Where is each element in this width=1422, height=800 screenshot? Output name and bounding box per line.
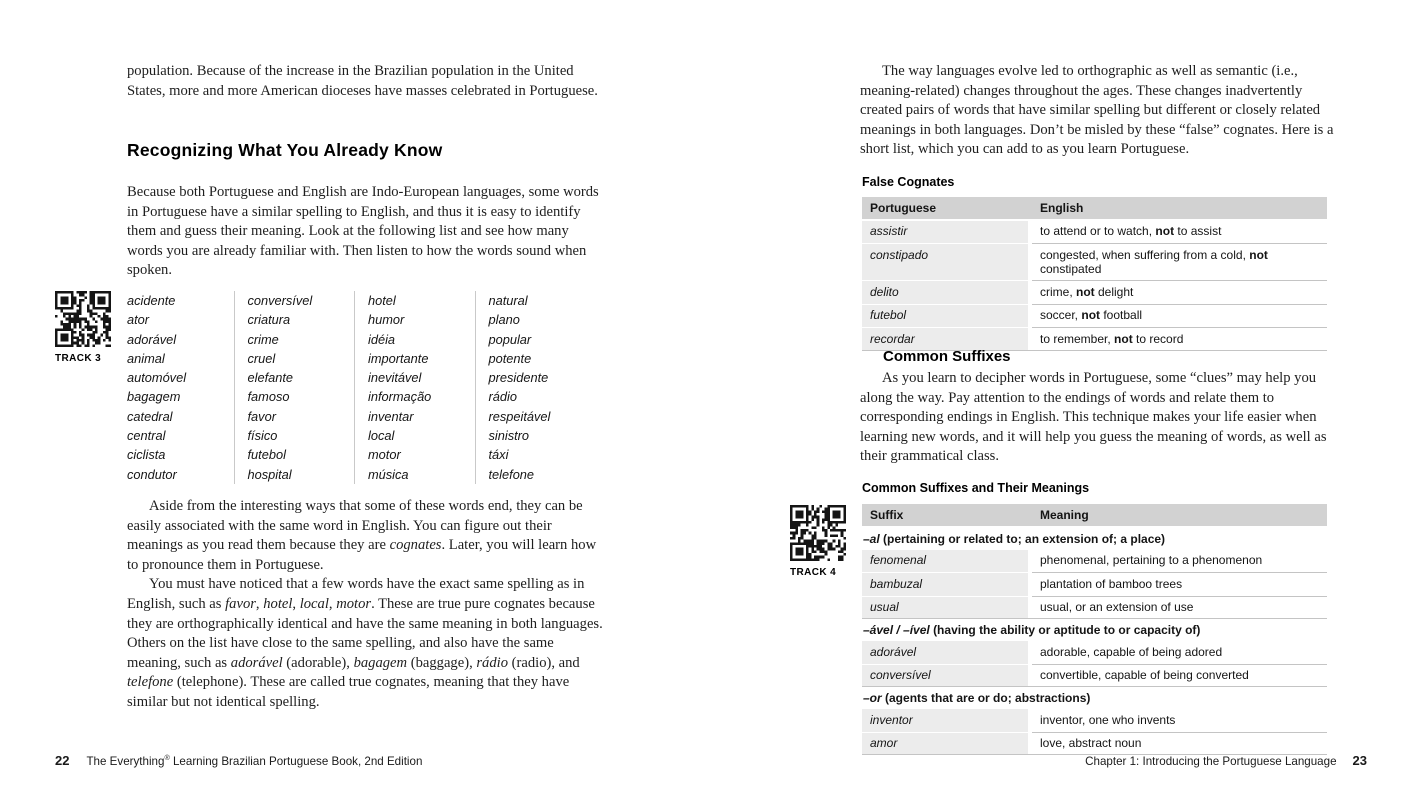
- word-item: cruel: [247, 350, 276, 366]
- word-item: natural: [488, 293, 528, 308]
- table-cell-portuguese: conversível: [862, 665, 1028, 687]
- table-cell-portuguese: recordar: [862, 328, 1028, 350]
- word-item: local: [368, 428, 395, 444]
- word-item: presidente: [488, 370, 549, 386]
- table-cell-english: to attend or to watch, not to assist: [1032, 221, 1327, 245]
- table-cell-portuguese: amor: [862, 733, 1028, 755]
- table-cell-portuguese: bambuzal: [862, 573, 1028, 596]
- word-item: inevitável: [368, 370, 422, 386]
- table-cell-english: inventor, one who invents: [1032, 709, 1327, 733]
- word-item: futebol: [247, 447, 286, 463]
- table-cell-english: usual, or an extension of use: [1032, 597, 1327, 619]
- table-header-row: [862, 197, 1327, 219]
- word-item: plano: [488, 312, 520, 328]
- word-item: táxi: [488, 447, 509, 463]
- table-subheader-row: –or (agents that are or do; abstractions): [862, 687, 1327, 709]
- word-item: elefante: [247, 370, 294, 386]
- table-row: [862, 305, 1327, 329]
- left-paragraph-intro: Because both Portuguese and English are Indo-European languages, some words in Portuguese have a similar spelling to English, and thus it is easy to identify them and guess their meaning. Look at the following list and see how many words you are already familiar with. Then listen to how the words sound when spoken.: [127, 184, 599, 279]
- word-item: hotel: [368, 293, 396, 308]
- right-paragraph-evolve: [860, 62, 1336, 160]
- track-3-block: [55, 291, 113, 364]
- qr-code-icon: [55, 291, 111, 347]
- page-number-left: 22: [55, 753, 70, 768]
- word-item: rádio: [488, 389, 517, 405]
- word-item: hospital: [247, 466, 292, 482]
- table-row: [862, 597, 1327, 620]
- track-label: TRACK 3: [55, 353, 102, 364]
- word-item: físico: [247, 428, 278, 444]
- qr-code-icon: [790, 505, 846, 561]
- footer-chapter-title: Chapter 1: Introducing the Portuguese Language: [1085, 755, 1337, 768]
- table-row: [862, 709, 1327, 733]
- word-item: ciclista: [127, 447, 166, 463]
- common-suffixes-heading: Common Suffixes: [883, 348, 1011, 365]
- table-cell-portuguese: adorável: [862, 641, 1028, 664]
- word-item: telefone: [488, 466, 535, 482]
- word-item: potente: [488, 350, 532, 366]
- word-item: favor: [247, 408, 276, 424]
- word-list-column: [234, 291, 355, 484]
- table-cell-portuguese: futebol: [862, 305, 1028, 328]
- word-item: respeitável: [488, 408, 551, 424]
- table-cell-english: love, abstract noun: [1032, 733, 1327, 755]
- table-cell-portuguese: inventor: [862, 709, 1028, 732]
- word-list-column: [127, 291, 234, 484]
- word-item: idéia: [368, 331, 396, 347]
- word-item: inventar: [368, 408, 414, 424]
- left-paragraph-population: population. Because of the increase in the Brazilian population in the United States, more and more American dioceses have masses celebrated in Portuguese.: [127, 63, 598, 99]
- table-cell-english: adorable, capable of being adored: [1032, 641, 1327, 665]
- table-header-row: [862, 504, 1327, 526]
- word-list-column: [475, 291, 596, 484]
- word-item: famoso: [247, 389, 290, 405]
- word-item: crime: [247, 331, 279, 347]
- word-item: sinistro: [488, 428, 530, 444]
- table-cell-english: to remember, not to record: [1032, 328, 1327, 350]
- word-item: informação: [368, 389, 432, 405]
- word-list-column: [354, 291, 475, 484]
- word-item: adorável: [127, 331, 177, 347]
- word-item: criatura: [247, 312, 291, 328]
- left-paragraph-noticed: You must have noticed that a few words have the exact same spelling as in English, such as favor, hotel, local, motor. These are true pure cognates because they are orthographically identical and have the same meaning in both languages. Others on the list have close to the same spelling, and also have the same meaning, such as adorável (adorable), bagagem (baggage), rádio (radio), and telefone (telephone). These are called true cognates, meaning that they have similar but not identical spelling.: [127, 576, 603, 710]
- track-4-block: [790, 505, 848, 578]
- word-item: automóvel: [127, 370, 187, 386]
- left-paragraphs-cognates: [127, 497, 605, 713]
- right-paragraph-evolve-text: The way languages evolve led to orthographic as well as semantic (i.e., meaning-related) changes throughout the ages. These changes inadvertently created pairs of words that have similar spelling but different or closely related meanings in both languages. Don’t be misled by these “false” cognates. Here is a short list, which you can add to as you learn Portuguese.: [860, 63, 1334, 158]
- word-item: humor: [368, 312, 405, 328]
- table-cell-portuguese: delito: [862, 281, 1028, 304]
- right-footer: [900, 753, 1367, 768]
- left-paragraph-aside: Aside from the interesting ways that some of these words end, they can be easily associated with the same word in English. You can figure out their meanings as you read them because they are cognates. Later, you will learn how to pronounce them in Portuguese.: [127, 498, 597, 573]
- table-cell-english: crime, not delight: [1032, 281, 1327, 305]
- word-item: acidente: [127, 293, 176, 308]
- table-row: [862, 665, 1327, 688]
- table-cell-portuguese: constipado: [862, 244, 1028, 280]
- table-cell-portuguese: fenomenal: [862, 550, 1028, 573]
- footer-book-title: The Everything® Learning Brazilian Portuguese Book, 2nd Edition: [86, 753, 423, 768]
- false-cognates-table: [862, 197, 1327, 351]
- word-item: popular: [488, 331, 532, 347]
- table-cell-portuguese: usual: [862, 597, 1028, 619]
- table-row: [862, 244, 1327, 281]
- word-item: animal: [127, 350, 165, 366]
- suffix-table: [862, 504, 1327, 755]
- table-subheader-row: –ável / –ível (having the ability or aptitude to or capacity of): [862, 619, 1327, 641]
- track-label: TRACK 4: [790, 567, 837, 578]
- word-item: conversível: [247, 293, 313, 308]
- table-row: [862, 573, 1327, 597]
- page-number-right: 23: [1352, 753, 1367, 768]
- right-paragraph-suffixes-text: As you learn to decipher words in Portuguese, some “clues” may help you along the way. Pay attention to the endings of words and relate them to corresponding endings in English. This technique makes your life easier when learning new words, and it will help you guess the meaning of words, as well as their grammatical class.: [860, 370, 1327, 465]
- false-cognates-title: False Cognates: [862, 175, 955, 189]
- table-header-cell: English: [1040, 200, 1084, 215]
- table-row: [862, 733, 1327, 756]
- word-item: condutor: [127, 466, 177, 482]
- table-row: [862, 550, 1327, 574]
- table-header-cell: Portuguese: [870, 200, 937, 215]
- table-cell-english: plantation of bamboo trees: [1032, 573, 1327, 597]
- table-cell-english: phenomenal, pertaining to a phenomenon: [1032, 550, 1327, 574]
- table-cell-portuguese: assistir: [862, 221, 1028, 244]
- table-cell-english: convertible, capable of being converted: [1032, 665, 1327, 687]
- table-cell-english: soccer, not football: [1032, 305, 1327, 329]
- table-header-cell: Meaning: [1040, 507, 1089, 522]
- word-item: central: [127, 428, 166, 444]
- word-item: motor: [368, 447, 401, 463]
- word-item: bagagem: [127, 389, 181, 405]
- section-heading-recognizing: Recognizing What You Already Know: [127, 140, 443, 160]
- table-row: [862, 221, 1327, 245]
- table-subheader-row: –al (pertaining or related to; an extension of; a place): [862, 528, 1327, 550]
- table-row: [862, 641, 1327, 665]
- table-header-cell: Suffix: [870, 507, 904, 522]
- word-item: importante: [368, 350, 429, 366]
- word-item: ator: [127, 312, 150, 328]
- table-row: [862, 281, 1327, 305]
- left-footer: [55, 753, 422, 768]
- table-cell-english: congested, when suffering from a cold, not constipated: [1032, 244, 1327, 281]
- word-item: catedral: [127, 408, 173, 424]
- suffix-table-title: Common Suffixes and Their Meanings: [862, 481, 1090, 495]
- cognate-word-list: [127, 291, 595, 484]
- word-item: música: [368, 466, 409, 482]
- right-paragraph-suffixes: [860, 369, 1338, 467]
